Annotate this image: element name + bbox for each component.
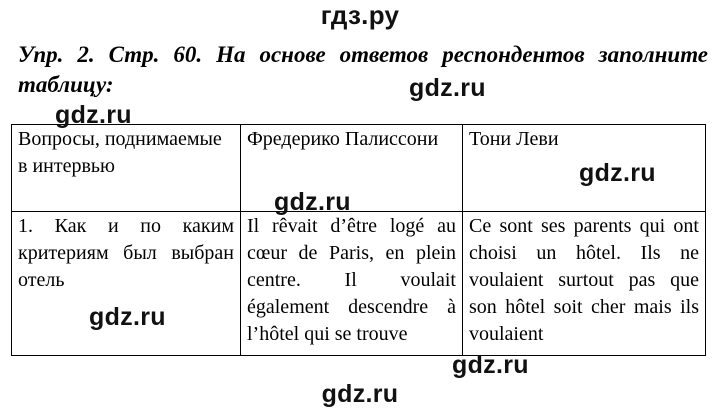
header-frederico: Фредерико Палиссони [241, 125, 463, 212]
watermark: gdz.ru [89, 303, 166, 331]
exercise-title: Упр. 2. Стр. 60. На основе ответов респондентов заполните таблицу: [18, 42, 708, 97]
question-cell: 1. Как и по каким критериям был выбран отель [12, 212, 241, 356]
site-header: гдз.ру [320, 0, 400, 30]
watermark: gdz.ru [321, 380, 399, 408]
watermark: gdz.ru [409, 74, 486, 102]
watermark: gdz.ru [55, 101, 132, 129]
header-toni: Тони Леви [463, 125, 706, 212]
watermark: gdz.ru [452, 351, 529, 379]
frederico-answer-cell: Il rêvait d’être logé au cœur de Paris, en plein centre. Il voulait également descendre à l’hôtel qui se trouve [241, 212, 463, 356]
header-questions: Вопросы, поднимаемые в интервью [12, 125, 241, 212]
toni-answer-cell: Ce sont ses parents qui ont choisi un hôtel. Ils ne voulaient surtout pas que son hôtel soit cher mais ils voulaient [463, 212, 706, 356]
watermark: gdz.ru [274, 188, 351, 216]
table-row [12, 212, 706, 356]
watermark: gdz.ru [579, 159, 656, 187]
